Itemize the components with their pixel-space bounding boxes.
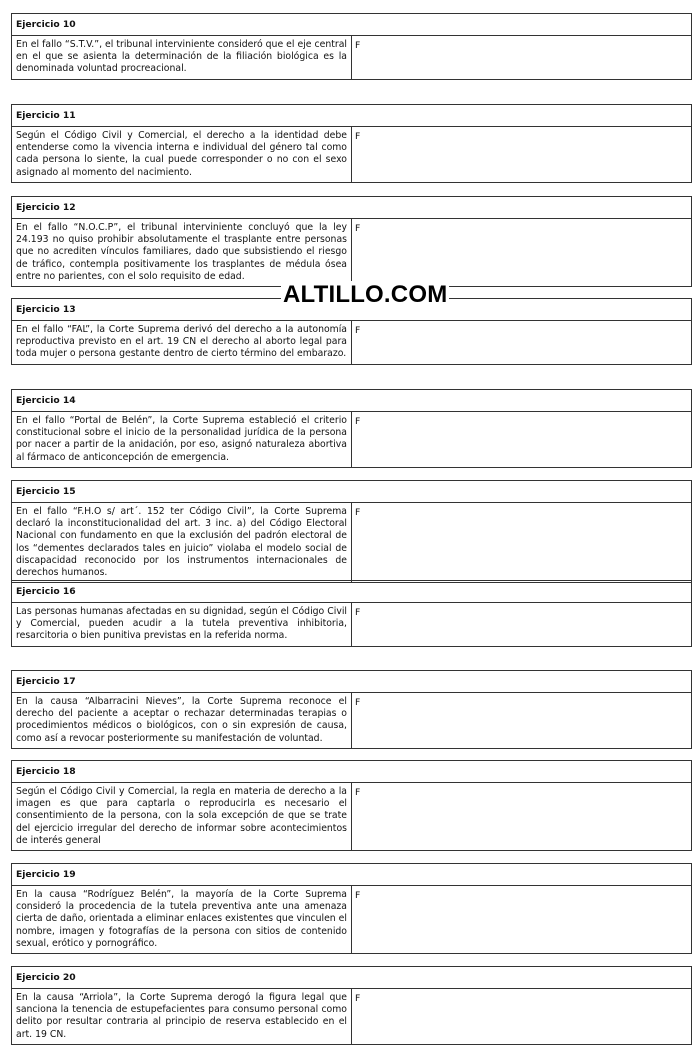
exercise-block [11, 480, 692, 583]
exercise-title: Ejercicio 13 [12, 299, 692, 321]
exercise-block [11, 670, 692, 749]
exercise-answer: F [352, 886, 692, 954]
exercise-statement: En la causa “Arriola”, la Corte Suprema derogó la figura legal que sanciona la tenencia de estupefacientes para consumo personal como delito por resultar contraria al principio de reserva establecido en el art. 19 CN. [12, 989, 352, 1045]
exercise-block [11, 13, 692, 80]
exercise-answer: F [352, 503, 692, 583]
watermark: ALTILLO.COM [283, 281, 448, 308]
exercise-block [11, 104, 692, 183]
exercise-answer: F [352, 989, 692, 1045]
exercise-statement: En el fallo “F.H.O s/ art´. 152 ter Código Civil”, la Corte Suprema declaró la inconstitucionalidad del art. 3 inc. a) del Código Electoral Nacional con fundamento en que la exclusión del padrón electoral de los “dementes declarados tales en juicio” violaba el modelo social de discapacidad reconocido por los instrumentos internacionales de derechos humanos. [12, 503, 352, 583]
exercise-block [11, 580, 692, 647]
exercise-title: Ejercicio 16 [12, 581, 692, 603]
exercise-block [11, 196, 692, 287]
exercise-table [11, 760, 692, 851]
exercise-table [11, 13, 692, 80]
exercise-statement: En el fallo “Portal de Belén”, la Corte Suprema estableció el criterio constitucional sobre el inicio de la personalidad jurídica de la persona por nacer a partir de la anidación, por eso, asignó naturaleza abortiva al fármaco de anticoncepción de emergencia. [12, 412, 352, 468]
exercise-answer: F [352, 412, 692, 468]
exercise-answer: F [352, 36, 692, 80]
exercise-title: Ejercicio 11 [12, 105, 692, 127]
exercise-table [11, 863, 692, 954]
exercise-answer: F [352, 693, 692, 749]
exercise-table [11, 104, 692, 183]
exercise-block [11, 760, 692, 851]
exercise-statement: En el fallo “S.T.V.”, el tribunal interviniente consideró que el eje central en el que se asienta la determinación de la filiación biológica es la denominada voluntad procreacional. [12, 36, 352, 80]
exercise-statement: Según el Código Civil y Comercial, el derecho a la identidad debe entenderse como la vivencia interna e individual del género tal como cada persona lo siente, la cual puede corresponder o no con el sexo asignado al momento del nacimiento. [12, 127, 352, 183]
exercise-statement: En la causa “Rodríguez Belén”, la mayoría de la Corte Suprema consideró la procedencia de la tutela preventiva ante una amenaza cierta de daño, orientada a eliminar enlaces existentes que vinculen el nombre, imagen y fotografías de la persona con sitios de contenido sexual, erótico y pornográfico. [12, 886, 352, 954]
exercise-title: Ejercicio 10 [12, 14, 692, 36]
exercise-title: Ejercicio 12 [12, 197, 692, 219]
exercise-block [11, 966, 692, 1045]
exercise-answer: F [352, 783, 692, 851]
exercise-answer: F [352, 321, 692, 365]
exercise-table [11, 966, 692, 1045]
exercise-statement: En el fallo “N.O.C.P”, el tribunal interviniente concluyó que la ley 24.193 no quiso prohibir absolutamente el trasplante entre personas que no acrediten vínculos familiares, dado que subsistiendo el riesgo de tráfico, contempla positivamente los trasplantes de médula ósea entre no parientes, con el solo requisito de edad. [12, 219, 352, 287]
exercise-table [11, 670, 692, 749]
exercise-title: Ejercicio 19 [12, 864, 692, 886]
exercise-statement: Según el Código Civil y Comercial, la regla en materia de derecho a la imagen es que para captarla o reproducirla es necesario el consentimiento de la persona, con la sola excepción de que se trate del ejercicio irregular del derecho de informar sobre acontecimientos de interés general [12, 783, 352, 851]
exercise-title: Ejercicio 17 [12, 671, 692, 693]
exercise-title: Ejercicio 20 [12, 967, 692, 989]
exercise-block [11, 863, 692, 954]
exercise-title: Ejercicio 18 [12, 761, 692, 783]
exercise-statement: En la causa “Albarracini Nieves”, la Corte Suprema reconoce el derecho del paciente a aceptar o rechazar determinadas terapias o procedimientos médicos o biológicos, con o sin expresión de causa, como así a revocar posteriormente su manifestación de voluntad. [12, 693, 352, 749]
exercise-statement: Las personas humanas afectadas en su dignidad, según el Código Civil y Comercial, pueden acudir a la tutela preventiva inhibitoria, resarcitoria o bien punitiva previstas en la referida norma. [12, 603, 352, 647]
exercise-table [11, 480, 692, 583]
exercise-table [11, 389, 692, 468]
exercise-table [11, 196, 692, 287]
exercise-statement: En el fallo “FAL”, la Corte Suprema derivó del derecho a la autonomía reproductiva previsto en el art. 19 CN el derecho al aborto legal para toda mujer o persona gestante dentro de cierto término del embarazo. [12, 321, 352, 365]
exercise-answer: F [352, 603, 692, 647]
exercise-answer: F [352, 219, 692, 287]
exercise-title: Ejercicio 14 [12, 390, 692, 412]
exercise-title: Ejercicio 15 [12, 481, 692, 503]
exercise-table [11, 580, 692, 647]
exercise-answer: F [352, 127, 692, 183]
exercise-block [11, 389, 692, 468]
